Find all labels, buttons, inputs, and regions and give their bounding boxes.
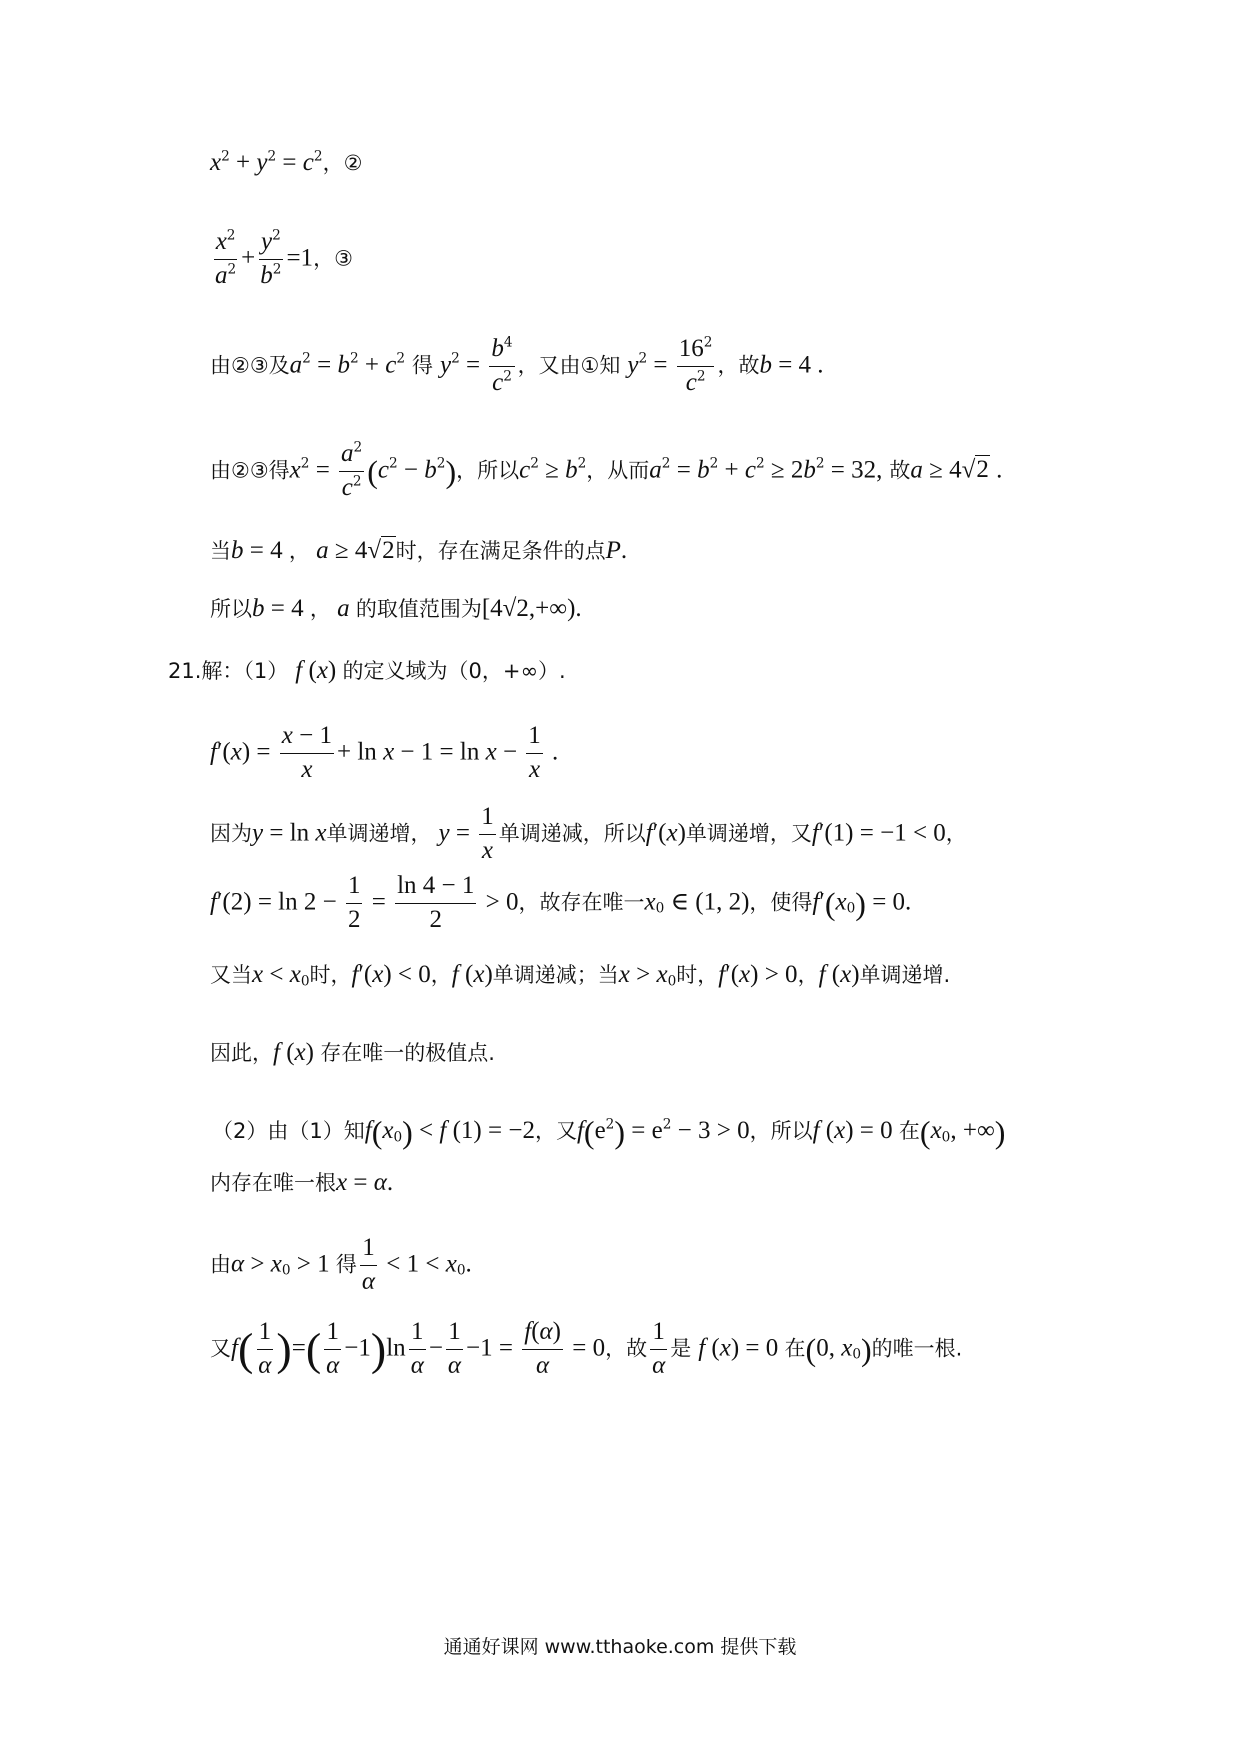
fprime-2-line: f′(2) = ln 2 − $\frac{1}{2}$ = $\frac{\ln 4 - 1}{2}$ > 0，故存在唯一$x_0$ ∈ (1, 2)，使得$f'(x_0) = 0$. bbox=[210, 872, 912, 933]
monotonic-line: 因为y = ln x单调递增， y = $\frac{1}{x}$ 单调递减，所以f′(x)单调递增，又f′(1) = −1 < 0， bbox=[210, 803, 967, 864]
range-line: 所以b = 4 ， a 的取值范围为[4√2,+∞). bbox=[210, 595, 582, 622]
condition-line: 当b = 4 ， a ≥ 4√2时，存在满足条件的点P. bbox=[210, 537, 628, 564]
root-line: 内存在唯一根x = α. bbox=[210, 1169, 394, 1196]
conclusion-line: 因此，f (x) 存在唯一的极值点. bbox=[210, 1039, 495, 1066]
footer-text: 通通好课网 www.tthaoke.com 提供下载 bbox=[443, 1636, 797, 1658]
final-line: 又f( $\frac{1}{\alpha}$ )=( $\frac{1}{\alpha}$ −1)ln $\frac{1}{\alpha}$ − $\frac{1}{\alpha}$ −1 = $\frac{f(\alpha)}{\alpha}$ = 0，故 $\frac{1}{\alpha}$ 是 f (x) = 0 在(0, $x_0$)的唯一根. bbox=[210, 1318, 963, 1379]
equation-3-line: $\frac{x^2}{a^2}$ + $\frac{y^2}{b^2}$ =1，③ bbox=[215, 227, 353, 289]
question-21-heading: 21.解：（1） f (x) 的定义域为（0，+∞）. bbox=[168, 657, 566, 684]
equation-3-label: ③ bbox=[334, 246, 353, 271]
alpha-inequality-line: 由$\alpha > x_0 > 1$ 得 $\frac{1}{\alpha}$ < $1 < x_0$. bbox=[210, 1234, 472, 1295]
sign-analysis-line: 又当$x < x_0$时，f′(x) < 0，f (x)单调递减；当$x > x_0$时，f′(x) > 0，f (x)单调递增. bbox=[210, 961, 951, 990]
part-2-line: （2）由（1）知$f(x_0) < f$ (1) = −2，又$f(e^2) = e^2 - 3 > 0$，所以f (x) = 0 在($x_0$, +∞) bbox=[212, 1114, 1006, 1150]
equation-2-label: ② bbox=[343, 151, 363, 175]
equation-2-line: $x^2 + y^2 = c^2$，② bbox=[210, 148, 363, 176]
solve-b-line: 由②③及$a^2 = b^2 + c^2$ 得 $y^2$ = $\frac{b^4}{c^2}$ ，又由①知 $y^2$ = $\frac{16^2}{c^2}$ ，故b = 4 . bbox=[210, 334, 824, 396]
derivative-line: f′(x) = $\frac{x - 1}{x}$ + ln x − 1 = ln x − $\frac{1}{x}$ . bbox=[210, 722, 559, 783]
solve-a-line: 由②③得$x^2$ = $\frac{a^2}{c^2}$ $(c^2 - b^2)$，所以$c^2 \ge b^2$，从而$a^2 = b^2 + c^2 \ge 2b^2 = 32$, 故a ≥ 4√2 . bbox=[210, 439, 1003, 501]
